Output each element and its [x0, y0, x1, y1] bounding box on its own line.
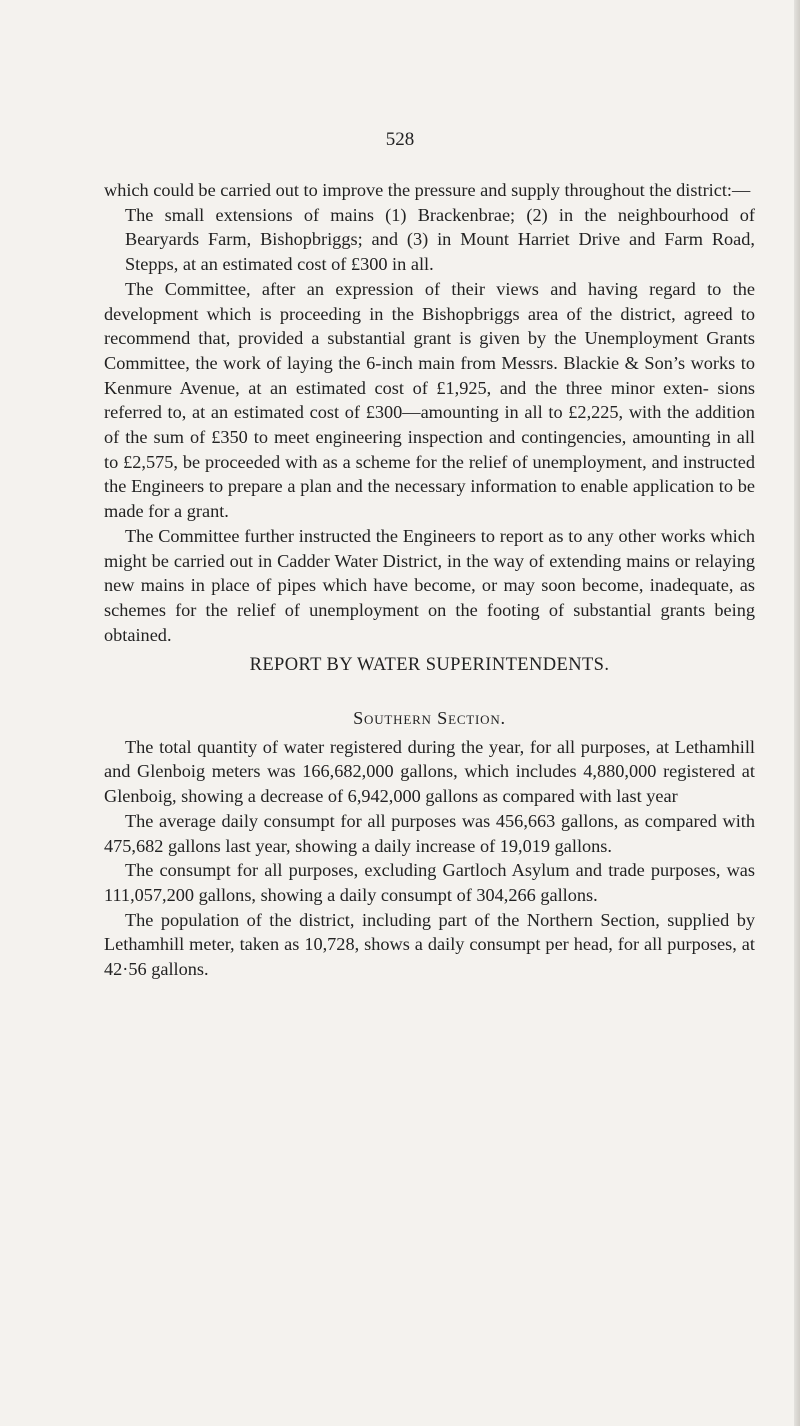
document-body [104, 178, 755, 982]
paragraph-consumpt-excluding: The consumpt for all purposes, excluding Gartloch Asylum and trade purposes, was 111,057,200 gallons, showing a daily consumpt of 304,266 gallons. [104, 860, 755, 905]
paragraph-extensions-list: The small extensions of mains (1) Brackenbrae; (2) in the neighbourhood of Bearyards Farm, Bishopbriggs; and (3) in Mount Harriet Drive and Farm Road, Stepps, at an estimated cost of £300 in all. [125, 204, 755, 275]
section-subheading: Southern Section. [353, 708, 506, 729]
paragraph-committee-recommendation: The Committee, after an expression of their views and having regard to the development which is proceeding in the Bishopbriggs area of the district, agreed to recommend that, provided a substantial grant is given by the Unemployment Grants Committee, the work of laying the 6-inch main from Messrs. Blackie & Son’s works to Kenmure Avenue, at an estimated cost of £1,925, and the three minor exten- sions referred to, at an estimated cost of £300—amounting in all to £2,225, with the addition of the sum of £350 to meet engineering inspection and contingencies, amounting in all to £2,575, be proceeded with as a scheme for the relief of unemployment, and instructed the Engineers to prepare a plan and the necessary information to enable application to be made for a grant. [104, 278, 755, 522]
paragraph-committee-instruction: The Committee further instructed the Engineers to report as to any other works which might be carried out in Cadder Water District, in the way of extending mains or relaying new mains in place of pipes which have become, or may soon become, inadequate, as schemes for the relief of unemployment on the footing of substantial grants being obtained. [104, 525, 755, 645]
paragraph-population: The population of the district, including part of the Northern Section, supplied by Lethamhill meter, taken as 10,728, shows a daily consumpt per head, for all purposes, at 42·56 gallons. [104, 909, 755, 980]
paragraph-total-quantity: The total quantity of water registered during the year, for all purposes, at Lethamhill and Glenboig meters was 166,682,000 gallons, which includes 4,880,000 registered at Glenboig, showing a decrease of 6,942,000 gallons as compared with last year [104, 736, 755, 807]
section-heading: REPORT BY WATER SUPERINTENDENTS. [249, 655, 610, 676]
page-edge-shadow [794, 0, 800, 1426]
paragraph-continuation: which could be carried out to improve the pressure and supply throughout the district:— [104, 180, 751, 200]
page-number: 528 [385, 129, 415, 150]
paragraph-average-daily: The average daily consumpt for all purposes was 456,663 gallons, as compared with 475,682 gallons last year, showing a daily increase of 19,019 gallons. [104, 810, 755, 856]
